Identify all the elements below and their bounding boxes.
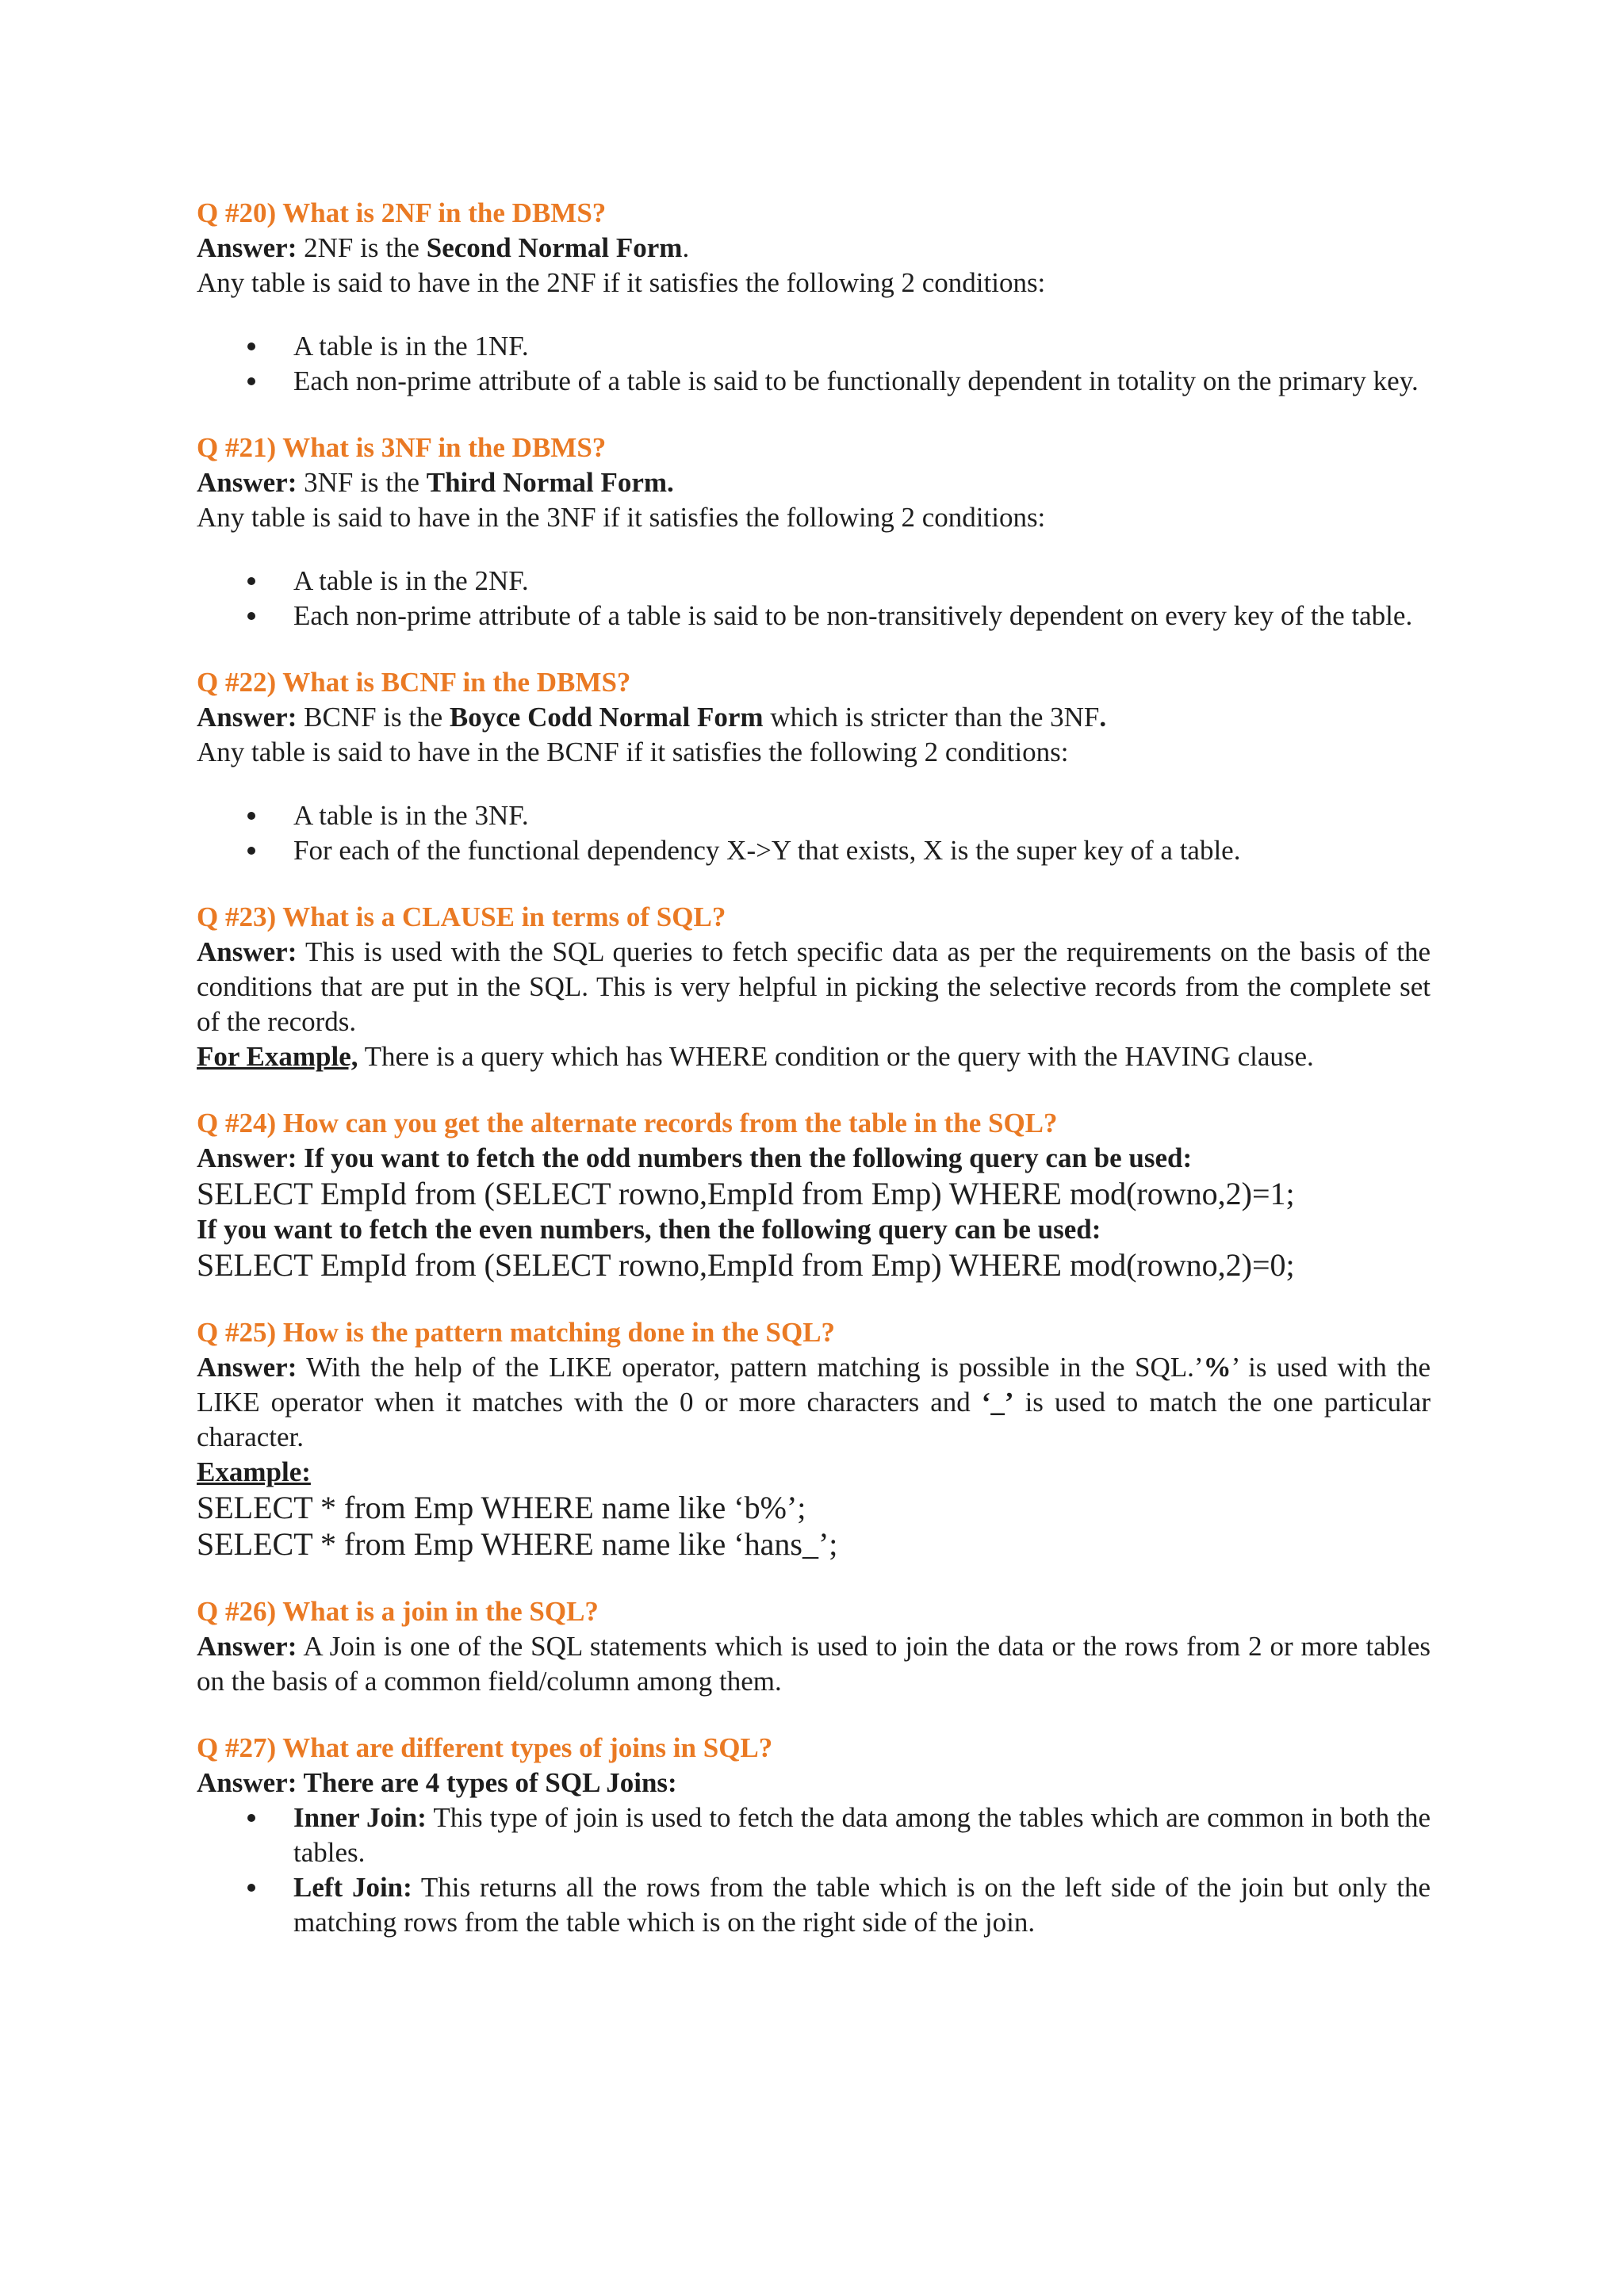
question-27-answer xyxy=(197,1766,1431,1800)
answer-label: Answer: xyxy=(197,1142,297,1173)
answer-text: ‘_’ xyxy=(981,1387,1014,1418)
answer-text: This is used with the SQL queries to fetch specific data as per the requirements on the basis of the conditions that are put in the SQL. This is very helpful in picking the selective records from the complete set of the records. xyxy=(197,936,1431,1037)
answer-label: Answer: xyxy=(197,1352,297,1383)
answer-label: Answer: xyxy=(197,702,297,733)
question-20 xyxy=(197,195,1431,399)
answer-bold-term: Second Normal Form xyxy=(426,232,683,263)
question-21-answer xyxy=(197,465,1431,500)
answer-text: There are 4 types of SQL Joins: xyxy=(297,1767,677,1798)
question-24-title: Q #24) How can you get the alternate records from the table in the SQL? xyxy=(197,1108,1058,1138)
code-line: SELECT * from Emp WHERE name like ‘b%’; xyxy=(197,1490,806,1525)
answer-label: Answer: xyxy=(197,936,297,967)
question-26-title: Q #26) What is a join in the SQL? xyxy=(197,1596,599,1627)
list-item xyxy=(293,1870,1431,1940)
list-item: Each non-prime attribute of a table is said to be functionally dependent in totality on the primary key. xyxy=(293,364,1431,399)
document-page xyxy=(197,195,1431,1940)
question-23-answer xyxy=(197,935,1431,1039)
answer-text: 2NF is the xyxy=(297,232,427,263)
question-20-title: Q #20) What is 2NF in the DBMS? xyxy=(197,197,607,228)
answer-text: With the help of the LIKE operator, pattern matching is possible in the SQL.’ xyxy=(297,1352,1204,1383)
question-22-title: Q #22) What is BCNF in the DBMS? xyxy=(197,667,631,698)
question-20-intro: Any table is said to have in the 2NF if it satisfies the following 2 conditions: xyxy=(197,267,1046,298)
question-21-intro: Any table is said to have in the 3NF if it satisfies the following 2 conditions: xyxy=(197,502,1046,533)
answer-text: . xyxy=(682,232,690,263)
question-23-title: Q #23) What is a CLAUSE in terms of SQL? xyxy=(197,901,726,932)
answer-text: ’ is used with the LIKE operator when it matches with the 0 or more characters and xyxy=(197,1352,1431,1418)
answer-text: BCNF is the xyxy=(297,702,450,733)
question-21-conditions xyxy=(197,564,1431,633)
list-item: A table is in the 1NF. xyxy=(293,329,1431,364)
list-item: For each of the functional dependency X->Y that exists, X is the super key of a table. xyxy=(293,833,1431,868)
answer-label: Answer: xyxy=(197,1631,297,1662)
example-label: For Example, xyxy=(197,1041,358,1072)
question-23-example xyxy=(197,1039,1431,1074)
answer-label: Answer: xyxy=(197,232,297,263)
code-line: SELECT EmpId from (SELECT rowno,EmpId from Emp) WHERE mod(rowno,2)=1; xyxy=(197,1176,1295,1211)
question-20-conditions xyxy=(197,329,1431,399)
example-label: Example: xyxy=(197,1456,311,1487)
question-20-answer xyxy=(197,231,1431,266)
answer-label: Answer: xyxy=(197,1767,297,1798)
question-23 xyxy=(197,899,1431,1074)
answer-text: A Join is one of the SQL statements which is used to join the data or the rows from 2 or more tables on the basis of a common field/column among them. xyxy=(197,1631,1431,1697)
join-type-text: This returns all the rows from the table which is on the left side of the join but only the matching rows from the table which is on the right side of the join. xyxy=(293,1872,1431,1938)
question-21-title: Q #21) What is 3NF in the DBMS? xyxy=(197,432,607,463)
question-27-join-types xyxy=(197,1800,1431,1940)
list-item: Each non-prime attribute of a table is said to be non-transitively dependent on every key of the table. xyxy=(293,599,1431,633)
question-27 xyxy=(197,1730,1431,1940)
code-line: SELECT * from Emp WHERE name like ‘hans_’; xyxy=(197,1526,838,1562)
question-26 xyxy=(197,1594,1431,1699)
question-24 xyxy=(197,1105,1431,1284)
question-22-answer xyxy=(197,700,1431,735)
question-25-title: Q #25) How is the pattern matching done in the SQL? xyxy=(197,1317,836,1348)
code-line: SELECT EmpId from (SELECT rowno,EmpId from Emp) WHERE mod(rowno,2)=0; xyxy=(197,1247,1295,1283)
join-type-label: Inner Join: xyxy=(293,1802,427,1833)
question-22 xyxy=(197,664,1431,868)
answer-text: which is stricter than the 3NF xyxy=(763,702,1100,733)
question-24-answer xyxy=(197,1141,1431,1176)
answer-text: is used to match the one particular character. xyxy=(197,1387,1431,1452)
answer-text: 3NF is the xyxy=(297,467,427,498)
question-25 xyxy=(197,1314,1431,1563)
list-item: A table is in the 2NF. xyxy=(293,564,1431,599)
list-item: A table is in the 3NF. xyxy=(293,798,1431,833)
question-22-conditions xyxy=(197,798,1431,868)
question-21 xyxy=(197,430,1431,633)
answer-text: . xyxy=(1099,702,1107,733)
question-22-intro: Any table is said to have in the BCNF if it satisfies the following 2 conditions: xyxy=(197,737,1069,767)
question-27-title: Q #27) What are different types of joins in SQL? xyxy=(197,1732,773,1763)
question-25-example xyxy=(197,1455,1431,1490)
join-type-label: Left Join: xyxy=(293,1872,412,1903)
question-26-answer xyxy=(197,1629,1431,1699)
example-text: There is a query which has WHERE condition or the query with the HAVING clause. xyxy=(358,1041,1314,1072)
answer-bold-term: Third Normal Form. xyxy=(426,467,674,498)
answer-text: % xyxy=(1203,1352,1231,1383)
answer-text: If you want to fetch the odd numbers then the following query can be used: xyxy=(297,1142,1193,1173)
list-item xyxy=(293,1800,1431,1870)
join-type-text: This type of join is used to fetch the data among the tables which are common in both the tables. xyxy=(293,1802,1431,1868)
answer-label: Answer: xyxy=(197,467,297,498)
answer-bold-term: Boyce Codd Normal Form xyxy=(449,702,764,733)
answer-text: If you want to fetch the even numbers, then the following query can be used: xyxy=(197,1214,1101,1245)
question-25-answer xyxy=(197,1350,1431,1455)
